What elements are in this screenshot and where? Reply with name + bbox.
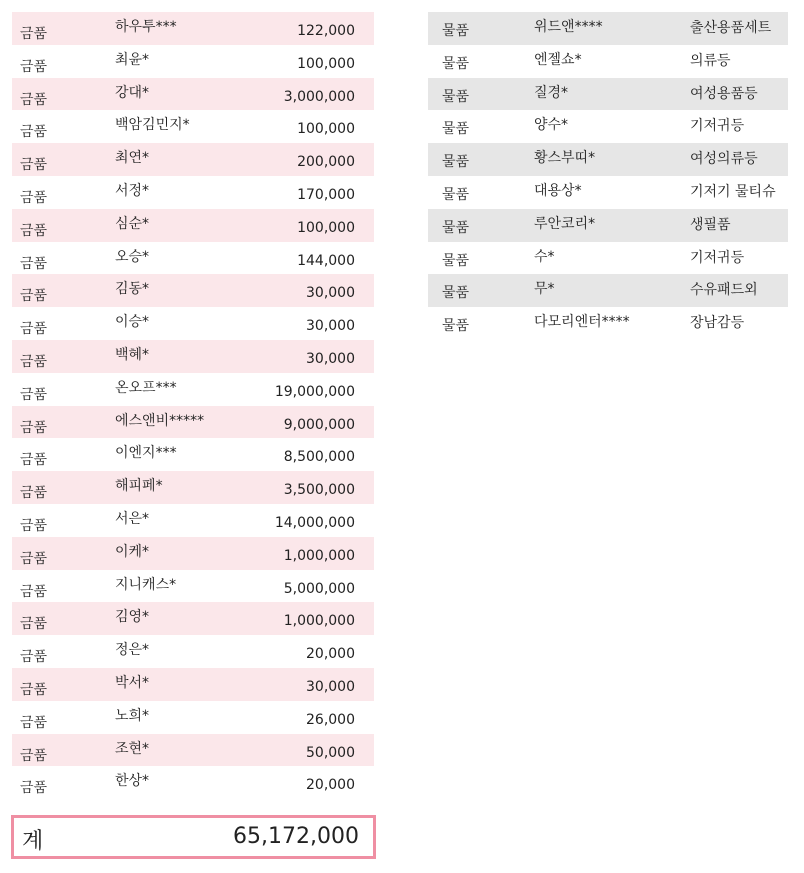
donor-name-cell: 정은* (115, 642, 150, 659)
donor-name-cell: 에스앤비***** (115, 412, 205, 429)
donor-name-cell: 수* (534, 248, 555, 265)
donor-name-cell: 최연* (115, 150, 150, 167)
donor-name-cell: 백혜* (115, 346, 150, 363)
donor-name-cell: 최윤* (115, 51, 150, 68)
amount-cell: 3,500,000 (283, 482, 355, 499)
donation-type-cell: 금품 (20, 157, 48, 174)
table-row (428, 176, 788, 209)
donation-type-cell: 금품 (20, 649, 48, 666)
amount-cell: 1,000,000 (283, 613, 355, 630)
donation-type-cell: 금품 (20, 189, 48, 206)
amount-cell: 30,000 (306, 678, 355, 695)
table-row (12, 242, 374, 275)
amount-cell: 100,000 (297, 121, 355, 138)
amount-cell: 20,000 (306, 777, 355, 794)
amount-cell: 5,000,000 (283, 580, 355, 597)
table-row (12, 537, 374, 570)
donor-name-cell: 이케* (115, 543, 150, 560)
donation-type-cell: 금품 (20, 419, 48, 436)
amount-cell: 19,000,000 (274, 383, 355, 400)
amount-cell: 1,000,000 (283, 547, 355, 564)
table-row (12, 406, 374, 439)
table-row (12, 143, 374, 176)
amount-cell: 100,000 (297, 219, 355, 236)
donor-name-cell: 한상* (115, 773, 150, 790)
donor-name-cell: 김동* (115, 281, 150, 298)
cash-donation-table (12, 12, 374, 799)
donation-type-cell: 금품 (20, 124, 48, 141)
donation-type-cell: 금품 (20, 681, 48, 698)
table-row (12, 734, 374, 767)
donation-type-cell: 물품 (442, 285, 470, 302)
item-cell: 생필품 (690, 216, 731, 233)
table-row (12, 176, 374, 209)
table-row (12, 340, 374, 373)
table-row (12, 45, 374, 78)
donor-name-cell: 위드앤**** (534, 19, 603, 35)
table-row (428, 78, 788, 111)
amount-cell: 122,000 (297, 23, 355, 39)
donation-type-cell: 금품 (20, 550, 48, 567)
table-row (428, 274, 788, 307)
donor-name-cell: 서은* (115, 510, 150, 527)
amount-cell: 50,000 (306, 744, 355, 761)
donation-type-cell: 물품 (442, 121, 470, 138)
amount-cell: 9,000,000 (283, 416, 355, 433)
donation-type-cell: 금품 (20, 321, 48, 338)
donation-type-cell: 물품 (442, 154, 470, 171)
donor-name-cell: 노희* (115, 707, 150, 724)
donation-type-cell: 금품 (20, 583, 48, 600)
donor-name-cell: 조현* (115, 740, 150, 757)
amount-cell: 30,000 (306, 285, 355, 302)
item-cell: 기저기 물티슈 (690, 183, 776, 200)
amount-cell: 30,000 (306, 350, 355, 367)
donor-name-cell: 서정* (115, 182, 150, 199)
total-box (11, 815, 376, 859)
donation-type-cell: 금품 (20, 714, 48, 731)
donation-type-cell: 금품 (20, 452, 48, 469)
donor-name-cell: 황스부띠* (534, 150, 596, 167)
donation-type-cell: 금품 (20, 91, 48, 108)
donor-name-cell: 박서* (115, 674, 150, 691)
donation-type-cell: 금품 (20, 288, 48, 305)
donor-name-cell: 질경* (534, 84, 569, 101)
amount-cell: 3,000,000 (283, 88, 355, 105)
donor-name-cell: 무* (534, 281, 555, 298)
table-row (12, 373, 374, 406)
donor-name-cell: 엔젤쇼* (534, 51, 582, 68)
donation-type-cell: 금품 (20, 485, 48, 502)
donation-type-cell: 금품 (20, 386, 48, 403)
donor-name-cell: 대용상* (534, 182, 582, 199)
item-cell: 출산용품세트 (690, 20, 772, 36)
table-row (12, 602, 374, 635)
donation-type-cell: 금품 (20, 517, 48, 534)
donor-name-cell: 심순* (115, 215, 150, 232)
table-row (12, 307, 374, 340)
donation-type-cell: 금품 (20, 58, 48, 75)
table-row (12, 504, 374, 537)
amount-cell: 14,000,000 (274, 514, 355, 531)
amount-cell: 170,000 (297, 186, 355, 203)
table-row (12, 78, 374, 111)
item-cell: 의류등 (690, 52, 731, 69)
total-label: 계 (22, 829, 44, 854)
donor-name-cell: 이엔지*** (115, 445, 177, 462)
donation-type-cell: 물품 (442, 252, 470, 269)
item-cell: 여성용품등 (690, 85, 758, 102)
donation-type-cell: 금품 (20, 26, 48, 42)
donor-name-cell: 다모리엔터**** (534, 314, 630, 331)
table-row (428, 209, 788, 242)
donation-type-cell: 물품 (442, 55, 470, 72)
donor-name-cell: 해피페* (115, 478, 163, 495)
donation-type-cell: 금품 (20, 353, 48, 370)
donor-name-cell: 루안코리* (534, 215, 596, 232)
donor-name-cell: 백암김민지* (115, 117, 190, 134)
donation-type-cell: 금품 (20, 255, 48, 272)
table-row (12, 570, 374, 603)
amount-cell: 26,000 (306, 711, 355, 728)
table-row (12, 274, 374, 307)
donor-name-cell: 김영* (115, 609, 150, 626)
donor-name-cell: 강대* (115, 84, 150, 101)
item-cell: 여성의류등 (690, 151, 758, 168)
donation-type-cell: 금품 (20, 616, 48, 633)
table-row (12, 635, 374, 668)
donation-type-cell: 물품 (442, 23, 470, 39)
amount-cell: 144,000 (297, 252, 355, 269)
donor-name-cell: 지니캐스* (115, 576, 177, 593)
donor-name-cell: 하우투*** (115, 19, 177, 35)
item-cell: 장남감등 (690, 315, 745, 332)
donor-name-cell: 온오프*** (115, 379, 177, 396)
table-row (428, 110, 788, 143)
item-cell: 수유패드외 (690, 282, 758, 299)
item-cell: 기저귀등 (690, 118, 745, 135)
table-row (12, 12, 374, 45)
total-value: 65,172,000 (233, 824, 359, 849)
table-row (428, 143, 788, 176)
amount-cell: 20,000 (306, 646, 355, 663)
donation-type-cell: 금품 (20, 780, 48, 797)
donation-type-cell: 물품 (442, 186, 470, 203)
amount-cell: 8,500,000 (283, 449, 355, 466)
donor-name-cell: 오승* (115, 248, 150, 265)
donation-type-cell: 물품 (442, 318, 470, 335)
goods-donation-table (428, 12, 788, 340)
donation-type-cell: 금품 (20, 747, 48, 764)
donor-name-cell: 이승* (115, 314, 150, 331)
table-row (12, 668, 374, 701)
table-row (12, 110, 374, 143)
amount-cell: 100,000 (297, 55, 355, 72)
table-row (12, 701, 374, 734)
table-row (12, 209, 374, 242)
amount-cell: 200,000 (297, 154, 355, 171)
table-row (428, 307, 788, 340)
table-row (12, 438, 374, 471)
donation-type-cell: 금품 (20, 222, 48, 239)
table-row (428, 45, 788, 78)
table-row (12, 766, 374, 799)
table-row (428, 12, 788, 45)
donor-name-cell: 양수* (534, 117, 569, 134)
table-row (12, 471, 374, 504)
table-row (428, 242, 788, 275)
donation-type-cell: 물품 (442, 219, 470, 236)
donation-type-cell: 물품 (442, 88, 470, 105)
item-cell: 기저귀등 (690, 249, 745, 266)
amount-cell: 30,000 (306, 318, 355, 335)
